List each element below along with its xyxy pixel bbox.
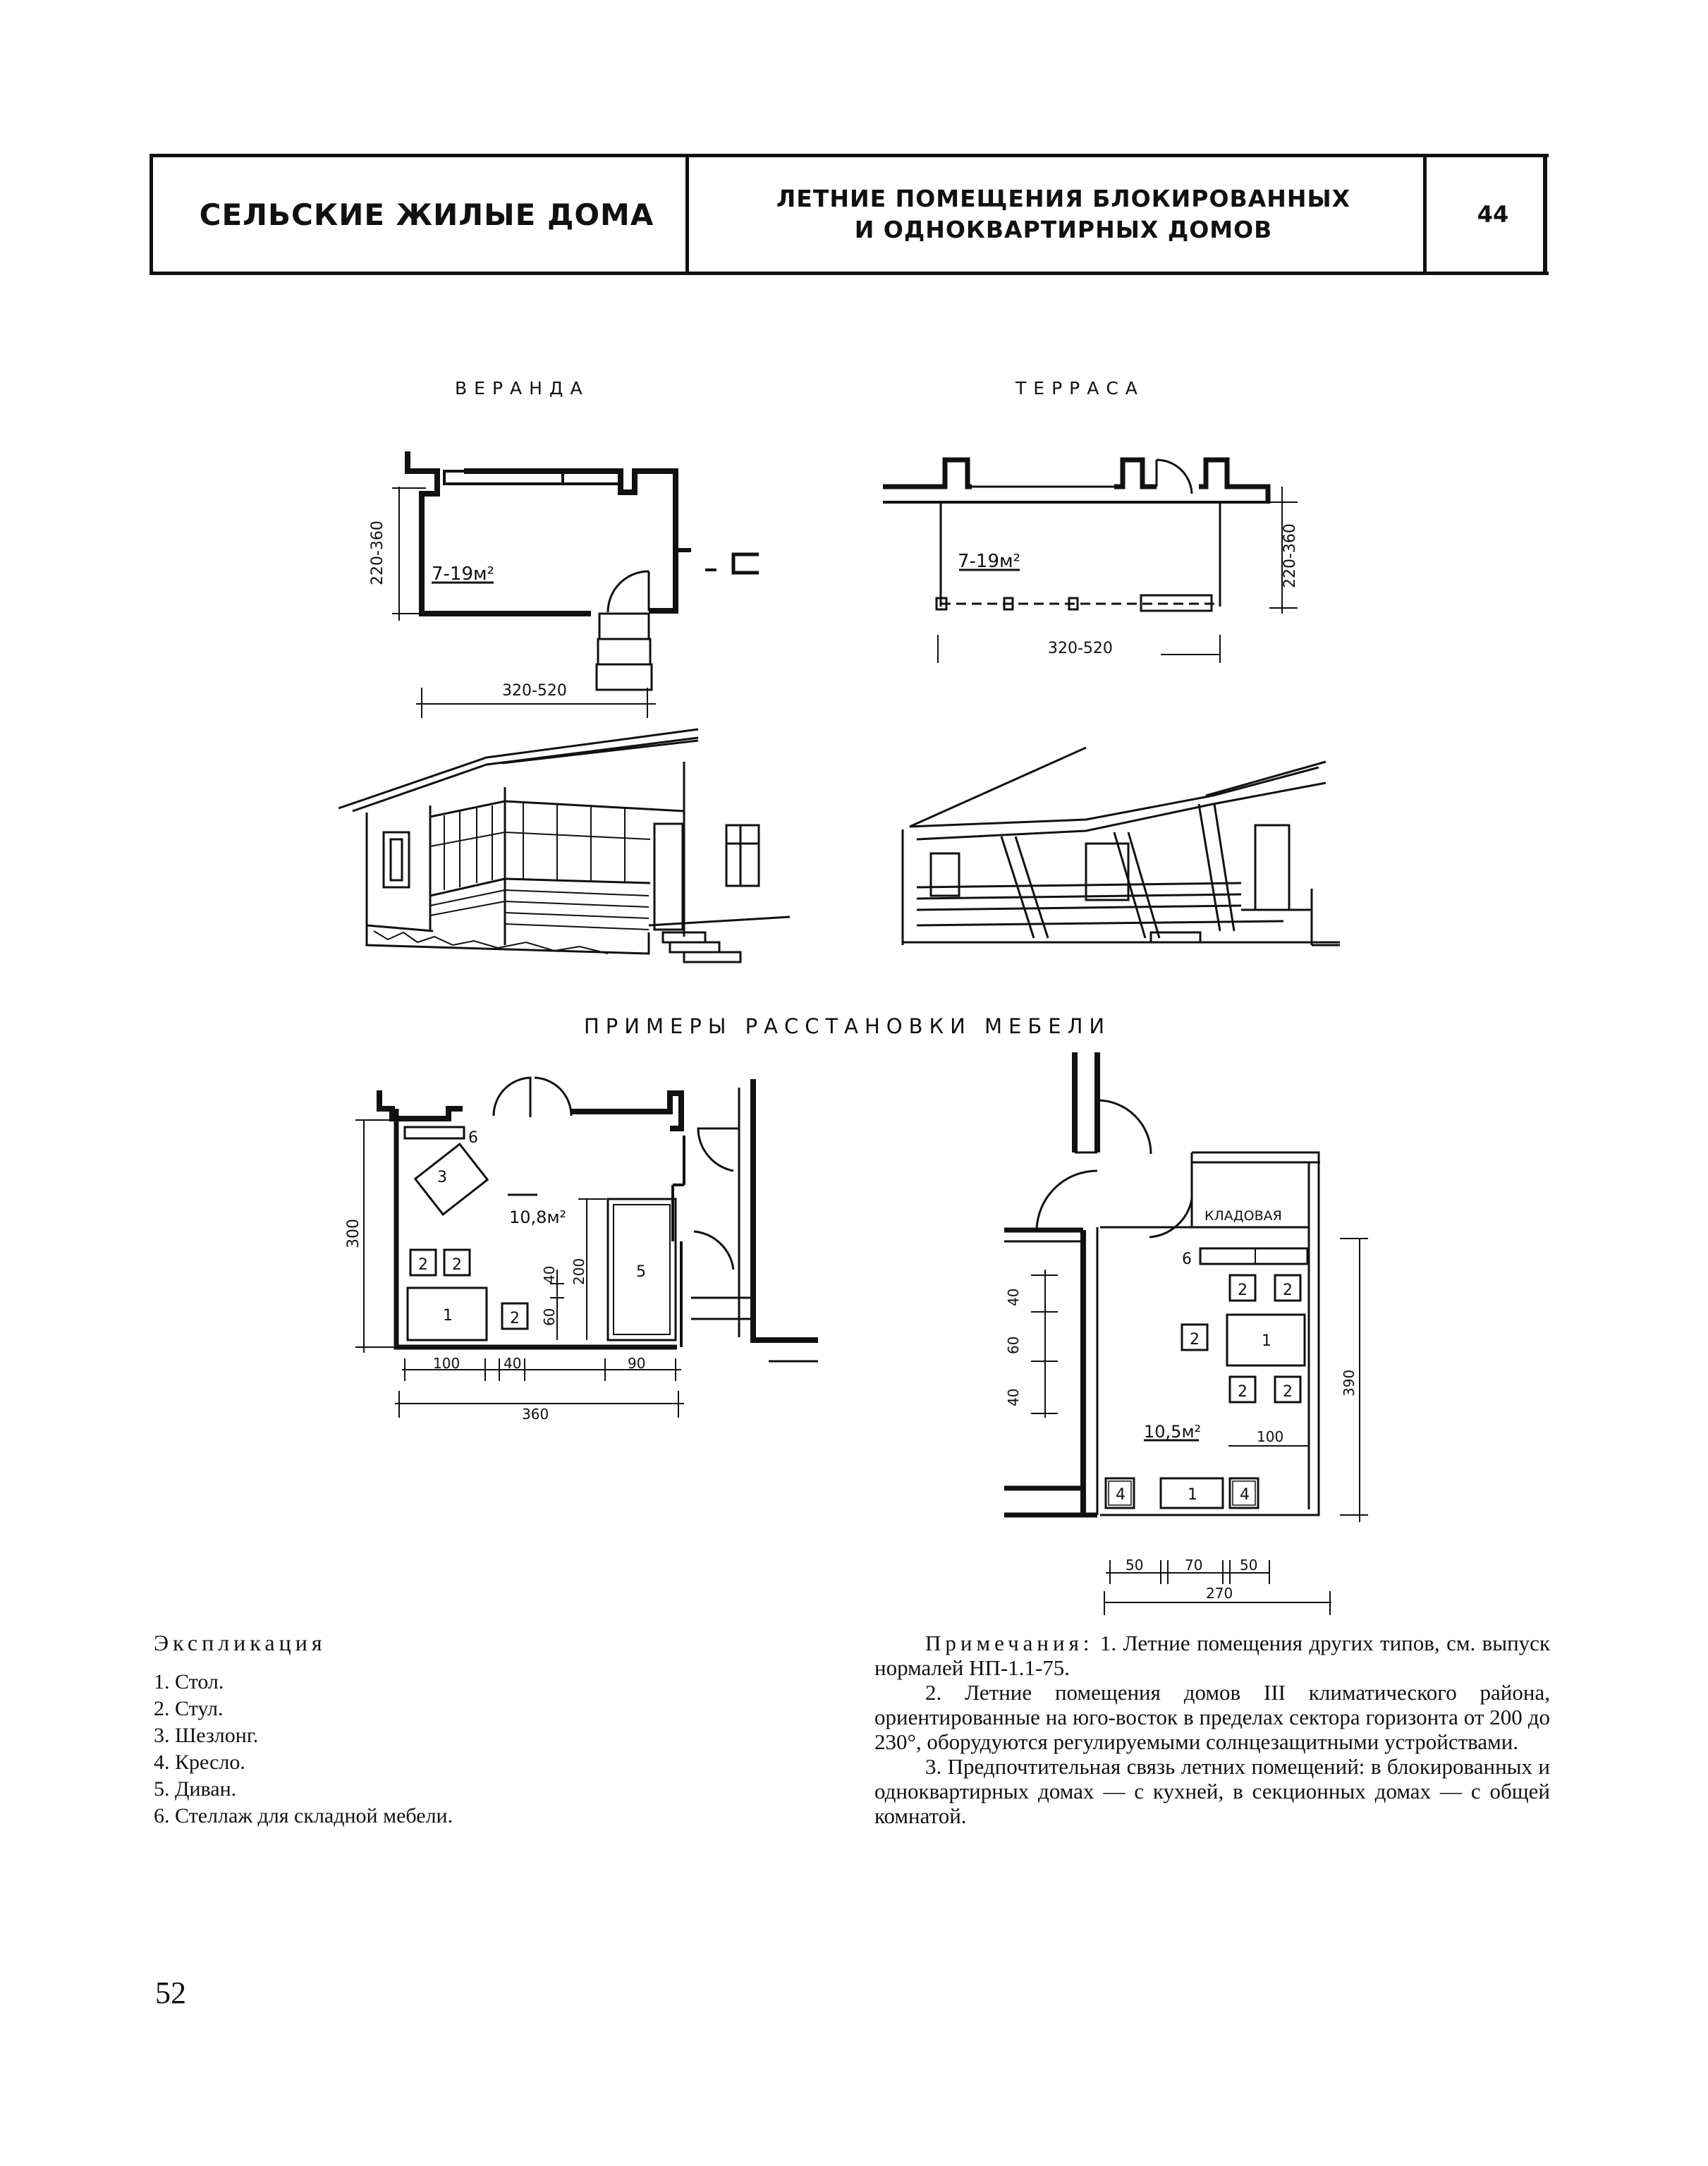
note-2: 2. Летние помещения домов III климатического района, ориентированные на юго-восток в пределах сектора горизонта от 200 до 230°, оборудуются регулируемыми солнцезащитными устройствами. — [874, 1680, 1550, 1754]
right-chair-label: 2 — [1238, 1282, 1248, 1299]
left-rack-label: 6 — [468, 1129, 478, 1147]
topic-line-1: ЛЕТНИЕ ПОМЕЩЕНИЯ БЛОКИРОВАННЫХ — [776, 185, 1351, 212]
legend-item: 5. Диван. — [154, 1777, 237, 1801]
right-area-label: 10,5м² — [1144, 1422, 1202, 1442]
terrace-width-dim: 320-520 — [1048, 640, 1113, 657]
left-dim-40: 40 — [541, 1265, 558, 1284]
left-sofa-label: 5 — [636, 1263, 646, 1281]
left-dim-100: 100 — [433, 1355, 460, 1372]
veranda-depth-dim: 220-360 — [369, 521, 386, 585]
legend-item: 4. Кресло. — [154, 1751, 245, 1774]
right-dim-100: 100 — [1257, 1428, 1284, 1445]
right-chair-label: 2 — [1238, 1383, 1248, 1401]
veranda-width-dim: 320-520 — [502, 682, 567, 700]
furniture-plan-left — [355, 1078, 818, 1418]
sheet-number: 44 — [1477, 201, 1509, 228]
section-title: СЕЛЬСКИЕ ЖИЛЫЕ ДОМА — [199, 197, 654, 232]
veranda-plan — [392, 451, 759, 718]
terrace-depth-dim: 220-360 — [1281, 523, 1299, 588]
furniture-plan-right — [1004, 1052, 1368, 1615]
left-dim-90: 90 — [628, 1355, 646, 1372]
right-chair-label: 2 — [1190, 1331, 1200, 1349]
right-chair-label: 2 — [1283, 1383, 1293, 1401]
right-table-label: 1 — [1262, 1332, 1271, 1350]
left-dim-60: 60 — [541, 1308, 558, 1326]
legend-item: 6. Стеллаж для складной мебели. — [154, 1804, 453, 1827]
notes-title: Примечания: — [925, 1631, 1094, 1655]
legend-title: Экспликация — [154, 1630, 327, 1655]
left-chair-label: 2 — [418, 1256, 428, 1274]
legend-item: 1. Стол. — [154, 1670, 224, 1693]
terrace-perspective — [903, 748, 1340, 945]
right-dim-40a: 40 — [1005, 1288, 1022, 1306]
legend-item: 3. Шезлонг. — [154, 1724, 259, 1747]
veranda-perspective — [338, 729, 790, 962]
furniture-caption: ПРИМЕРЫ РАССТАНОВКИ МЕБЕЛИ — [584, 1014, 1111, 1038]
right-dim-50a: 50 — [1126, 1557, 1144, 1574]
left-area-label: 10,8м² — [509, 1207, 567, 1227]
legend-item: 2. Стул. — [154, 1697, 224, 1720]
right-total-dim: 270 — [1206, 1585, 1233, 1602]
terrace-area-label: 7-19м² — [958, 551, 1021, 572]
legend — [154, 1629, 788, 1830]
left-table-label: 1 — [443, 1307, 453, 1325]
right-chair-label: 2 — [1283, 1282, 1293, 1299]
veranda-caption: ВЕРАНДА — [455, 378, 590, 398]
page-number: 52 — [155, 1976, 186, 2010]
notes — [874, 1631, 1550, 1828]
left-chair-label: 2 — [510, 1310, 520, 1327]
left-dim-40w: 40 — [504, 1355, 522, 1372]
left-dim-200: 200 — [571, 1258, 587, 1285]
right-armchair-label: 4 — [1240, 1486, 1250, 1504]
left-chair-label: 2 — [452, 1256, 462, 1274]
right-rack-label: 6 — [1182, 1251, 1192, 1268]
note-1 — [874, 1631, 1550, 1680]
right-dim-50b: 50 — [1240, 1557, 1258, 1574]
right-armchair-label: 4 — [1116, 1486, 1126, 1504]
right-table-label: 1 — [1188, 1486, 1197, 1504]
topic-line-2: И ОДНОКВАРТИРНЫХ ДОМОВ — [854, 216, 1273, 243]
left-total-dim: 360 — [522, 1406, 549, 1423]
right-dim-60: 60 — [1005, 1336, 1022, 1354]
terrace-caption: ТЕРРАСА — [1015, 378, 1145, 398]
right-depth-dim: 390 — [1341, 1369, 1358, 1397]
note-3: 3. Предпочтительная связь летних помещений: в блокированных и одноквартирных домах — с кухней, в секционных домах — с общей комнатой. — [874, 1754, 1550, 1828]
veranda-area-label: 7-19м² — [432, 564, 495, 585]
storage-room-label: КЛАДОВАЯ — [1204, 1208, 1282, 1224]
terrace-plan — [883, 460, 1298, 663]
left-depth-dim: 300 — [345, 1219, 362, 1248]
left-lounger-label: 3 — [437, 1169, 447, 1186]
right-dim-70: 70 — [1185, 1557, 1203, 1574]
note-1-text: 1. Летние помещения других типов, см. выпуск нормалей НП-1.1-75. — [874, 1631, 1551, 1680]
right-dim-40b: 40 — [1005, 1388, 1022, 1406]
